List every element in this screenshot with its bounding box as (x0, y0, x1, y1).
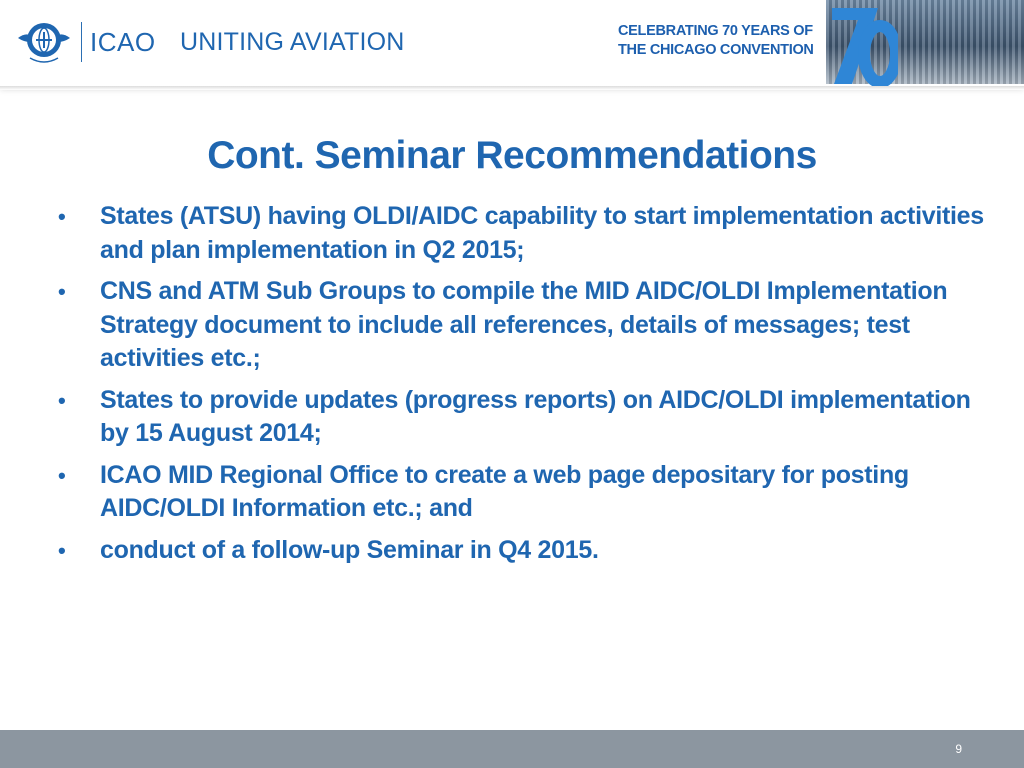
list-item (54, 534, 994, 568)
bullet-icon: • (58, 387, 66, 413)
page-number: 9 (955, 742, 962, 756)
list-item (54, 384, 994, 451)
anniversary-caption (618, 22, 814, 60)
list-item-text: ICAO MID Regional Office to create a web page depositary for posting AIDC/OLDI Information etc.; and (100, 460, 909, 522)
list-item (54, 459, 994, 526)
list-item-text: States to provide updates (progress reports) on AIDC/OLDI implementation by 15 August 2014; (100, 385, 971, 447)
anniversary-caption-line2: THE CHICAGO CONVENTION (618, 42, 814, 58)
header-shadow (0, 86, 1024, 90)
slide-title: Cont. Seminar Recommendations (207, 134, 817, 177)
anniversary-caption-line1: CELEBRATING 70 YEARS OF (618, 23, 813, 39)
list-item (54, 200, 994, 267)
bullet-icon: • (58, 204, 66, 229)
list-item-text: conduct of a follow-up Seminar in Q4 2015. (100, 535, 599, 564)
logo-divider (81, 22, 82, 62)
bullet-icon: • (58, 279, 66, 304)
list-item-text: CNS and ATM Sub Groups to compile the MID AIDC/OLDI Implementation Strategy document to include all references, details of messages; test activities etc.; (100, 277, 948, 372)
bullet-icon: • (58, 462, 66, 488)
bullet-icon: • (58, 537, 66, 563)
seventy-graphic (818, 2, 898, 86)
org-name: ICAO (90, 27, 156, 57)
list-item-text: States (ATSU) having OLDI/AIDC capability to start implementation activities and plan implementation in Q2 2015; (100, 202, 984, 264)
icao-emblem-icon (16, 14, 72, 66)
list-item (54, 275, 994, 376)
org-tagline: UNITING AVIATION (180, 28, 405, 56)
slide-header (0, 0, 1024, 86)
recommendation-list (54, 200, 994, 575)
slide-footer (0, 730, 1024, 768)
